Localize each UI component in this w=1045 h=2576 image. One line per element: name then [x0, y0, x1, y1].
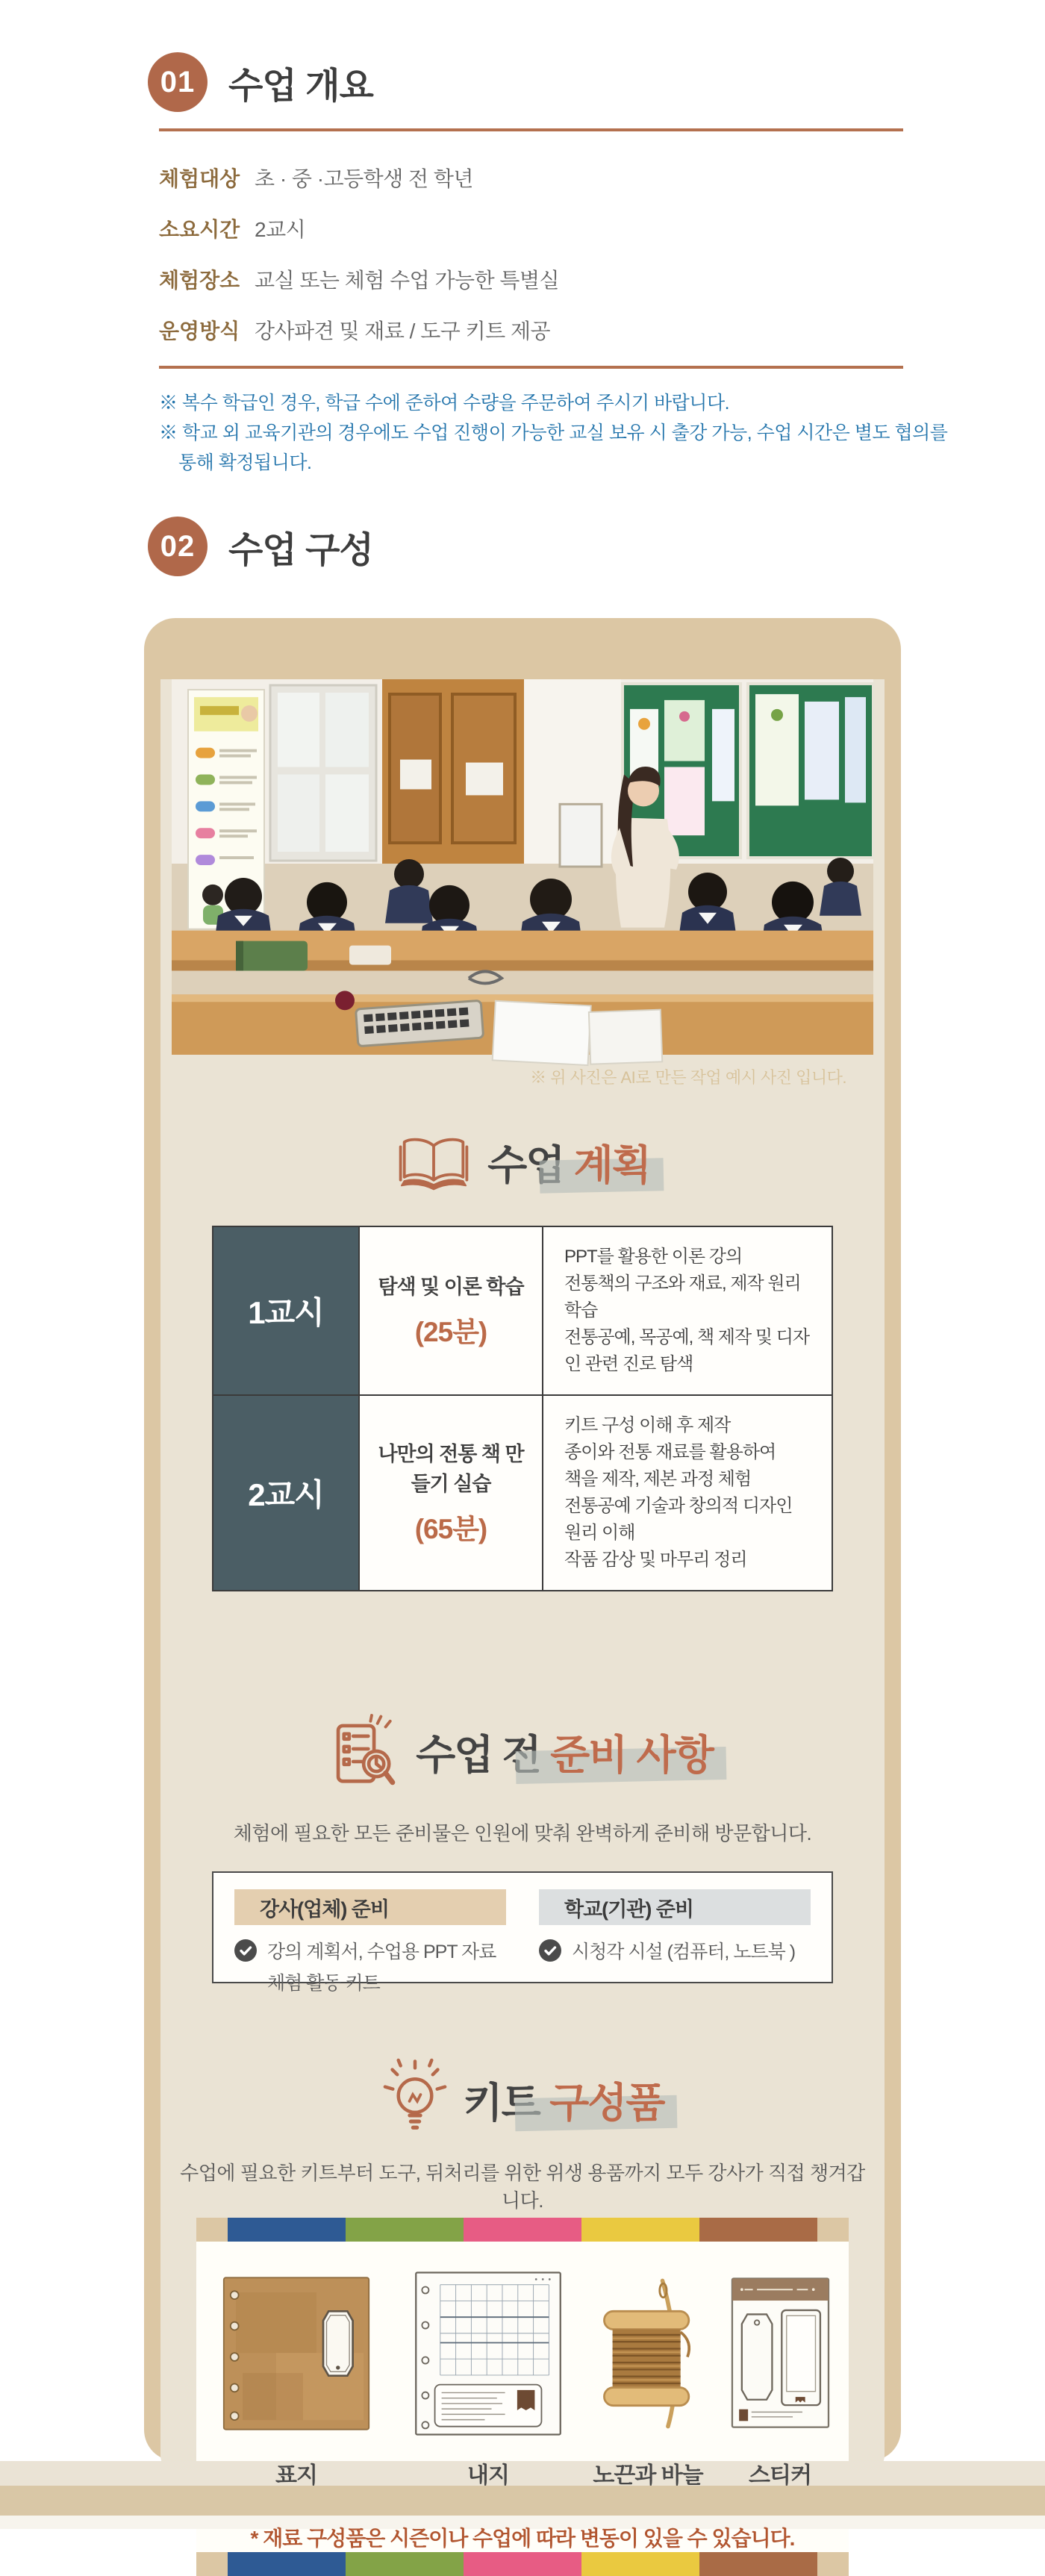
plan-detail-line: PPT를 활용한 이론 강의 — [564, 1247, 743, 1267]
kit-heading — [172, 2064, 873, 2134]
bottom-tan-band — [0, 2486, 1045, 2516]
info-row-target — [159, 163, 1045, 193]
prep-header-instructor: 강사(업체) 준비 — [234, 1889, 506, 1925]
divider-notes — [159, 366, 903, 369]
kit-item-label: 노끈과 바늘 — [593, 2463, 703, 2488]
open-book-icon — [395, 1132, 472, 1191]
prep-item-text: 강의 계획서, 수업용 PPT 자료 — [267, 1942, 496, 1962]
prep-subtitle: 체험에 필요한 모든 준비물은 인원에 맞춰 완벽하게 준비해 방문합니다. — [233, 1822, 812, 1844]
prep-title-accent: 준비 사항 — [550, 1731, 713, 1778]
plan-table — [212, 1226, 833, 1591]
prep-box — [212, 1871, 833, 1994]
kit-item-cover-illustration — [208, 2272, 384, 2435]
plan-activity-duration: (25분) — [414, 1317, 487, 1347]
kit-labels — [196, 2457, 849, 2489]
kit-box-top-stripe — [196, 2218, 849, 2242]
info-label: 소요시간 — [159, 218, 240, 241]
plan-detail-line: 종이와 전통 재료를 활용하여 — [564, 1442, 776, 1462]
plan-period: 2교시 — [213, 1395, 359, 1591]
kit-item-label: 스티커 — [749, 2463, 811, 2488]
divider-top — [159, 128, 903, 131]
plan-activity-duration: (65분) — [414, 1514, 487, 1544]
info-value: 교실 또는 체험 수업 가능한 특별실 — [255, 269, 560, 292]
info-label: 운영방식 — [159, 319, 240, 343]
composition-panel-inner — [160, 679, 885, 2550]
notice-list — [159, 388, 950, 478]
kit-subtitle: 수업에 필요한 키트부터 도구, 뒤처리를 위한 위생 용품까지 모두 강사가 직접 챙겨갑니다. — [180, 2162, 865, 2212]
plan-period: 1교시 — [213, 1226, 359, 1395]
info-row-duration — [159, 213, 1045, 243]
plan-details — [543, 1226, 832, 1395]
kit-title-dark: 키트 — [463, 2079, 550, 2126]
plan-detail-line: 키트 구성 이해 후 제작 — [564, 1415, 731, 1435]
kit-item-twine-needle-illustration — [592, 2275, 704, 2432]
section-02-badge: 02 — [148, 517, 208, 576]
section-02-heading — [148, 517, 1045, 576]
info-value: 2교시 — [255, 218, 306, 241]
prep-col-school — [539, 1889, 811, 1965]
prep-title — [416, 1722, 713, 1781]
plan-details — [543, 1395, 832, 1591]
prep-item-text: 체험 활동 키트 — [267, 1973, 380, 1994]
overview-info-list — [159, 163, 1045, 345]
kit-item-label: 표지 — [275, 2463, 317, 2488]
kit-note: * 재료 구성품은 시즌이나 수업에 따라 변동이 있을 수 있습니다. — [250, 2527, 795, 2550]
kit-title-accent: 구성품 — [549, 2079, 664, 2126]
plan-row-2 — [213, 1395, 832, 1591]
plan-title-dark: 수업 — [487, 1141, 574, 1188]
plan-detail-line: 전통공예 기술과 창의적 디자인 원리 이해 — [564, 1496, 793, 1543]
plan-heading — [172, 1132, 873, 1191]
plan-detail-line: 작품 감상 및 마무리 정리 — [564, 1550, 747, 1570]
check-icon — [234, 1939, 257, 1962]
plan-title-accent: 계획 — [573, 1141, 650, 1188]
prep-item-text: 시청각 시설 (컴퓨터, 노트북 ) — [572, 1942, 796, 1962]
prep-item — [234, 1937, 506, 1964]
plan-activity-name: 나만의 전통 책 만들기 실습 — [378, 1443, 524, 1495]
check-icon — [539, 1939, 561, 1962]
plan-detail-line: 전통책의 구조와 재료, 제작 원리 학습 — [564, 1273, 801, 1320]
kit-item-sticker-illustration — [723, 2274, 837, 2433]
info-row-method — [159, 315, 1045, 345]
plan-activity — [359, 1226, 543, 1395]
photo-caption: ※ 위 사진은 AI로 만든 작업 예시 사진 입니다. — [530, 1068, 846, 1087]
section-01-badge: 01 — [148, 52, 208, 112]
kit-items — [196, 2261, 849, 2446]
notice-line: ※ 복수 학급인 경우, 학급 수에 준하여 수량을 주문하여 주시기 바랍니다. — [159, 393, 730, 414]
info-label: 체험장소 — [159, 269, 240, 292]
checklist-magnifier-icon — [332, 1715, 401, 1787]
section-01-heading — [148, 0, 1045, 112]
section-01-title: 수업 개요 — [228, 66, 373, 106]
kit-item-label: 내지 — [467, 2463, 509, 2488]
kit-box-bottom-stripe — [196, 2552, 849, 2576]
classroom-photo — [172, 679, 873, 1055]
plan-detail-line: 전통공예, 목공예, 책 제작 및 디자인 관련 진로 탐색 — [564, 1327, 810, 1374]
plan-title — [487, 1132, 650, 1191]
kit-box — [196, 2218, 849, 2576]
prep-header-school: 학교(기관) 준비 — [539, 1889, 811, 1925]
info-label: 체험대상 — [159, 167, 240, 190]
plan-detail-line: 책을 제작, 제본 과정 체험 — [564, 1469, 752, 1489]
prep-item — [234, 1968, 506, 1995]
prep-item — [539, 1937, 811, 1964]
prep-col-instructor — [234, 1889, 506, 1994]
prep-heading — [172, 1717, 873, 1786]
info-row-place — [159, 264, 1045, 294]
composition-panel — [144, 618, 901, 2550]
kit-title — [464, 2070, 664, 2129]
notice-line: ※ 학교 외 교육기관의 경우에도 수업 진행이 가능한 교실 보유 시 출강 가능, 수업 시간은 별도 협의를 통해 확정됩니다. — [159, 422, 948, 473]
prep-title-dark: 수업 전 — [416, 1731, 551, 1778]
section-02-title: 수업 구성 — [228, 530, 373, 570]
lightbulb-icon — [381, 2060, 449, 2138]
kit-item-pages-illustration — [404, 2268, 573, 2439]
info-value: 초 · 중 ·고등학생 전 학년 — [255, 167, 473, 190]
plan-activity — [359, 1395, 543, 1591]
info-value: 강사파견 및 재료 / 도구 키트 제공 — [255, 319, 551, 343]
classroom-photo-illustration — [172, 679, 873, 1055]
plan-activity-name: 탐색 및 이론 학습 — [378, 1276, 524, 1298]
plan-row-1 — [213, 1226, 832, 1395]
